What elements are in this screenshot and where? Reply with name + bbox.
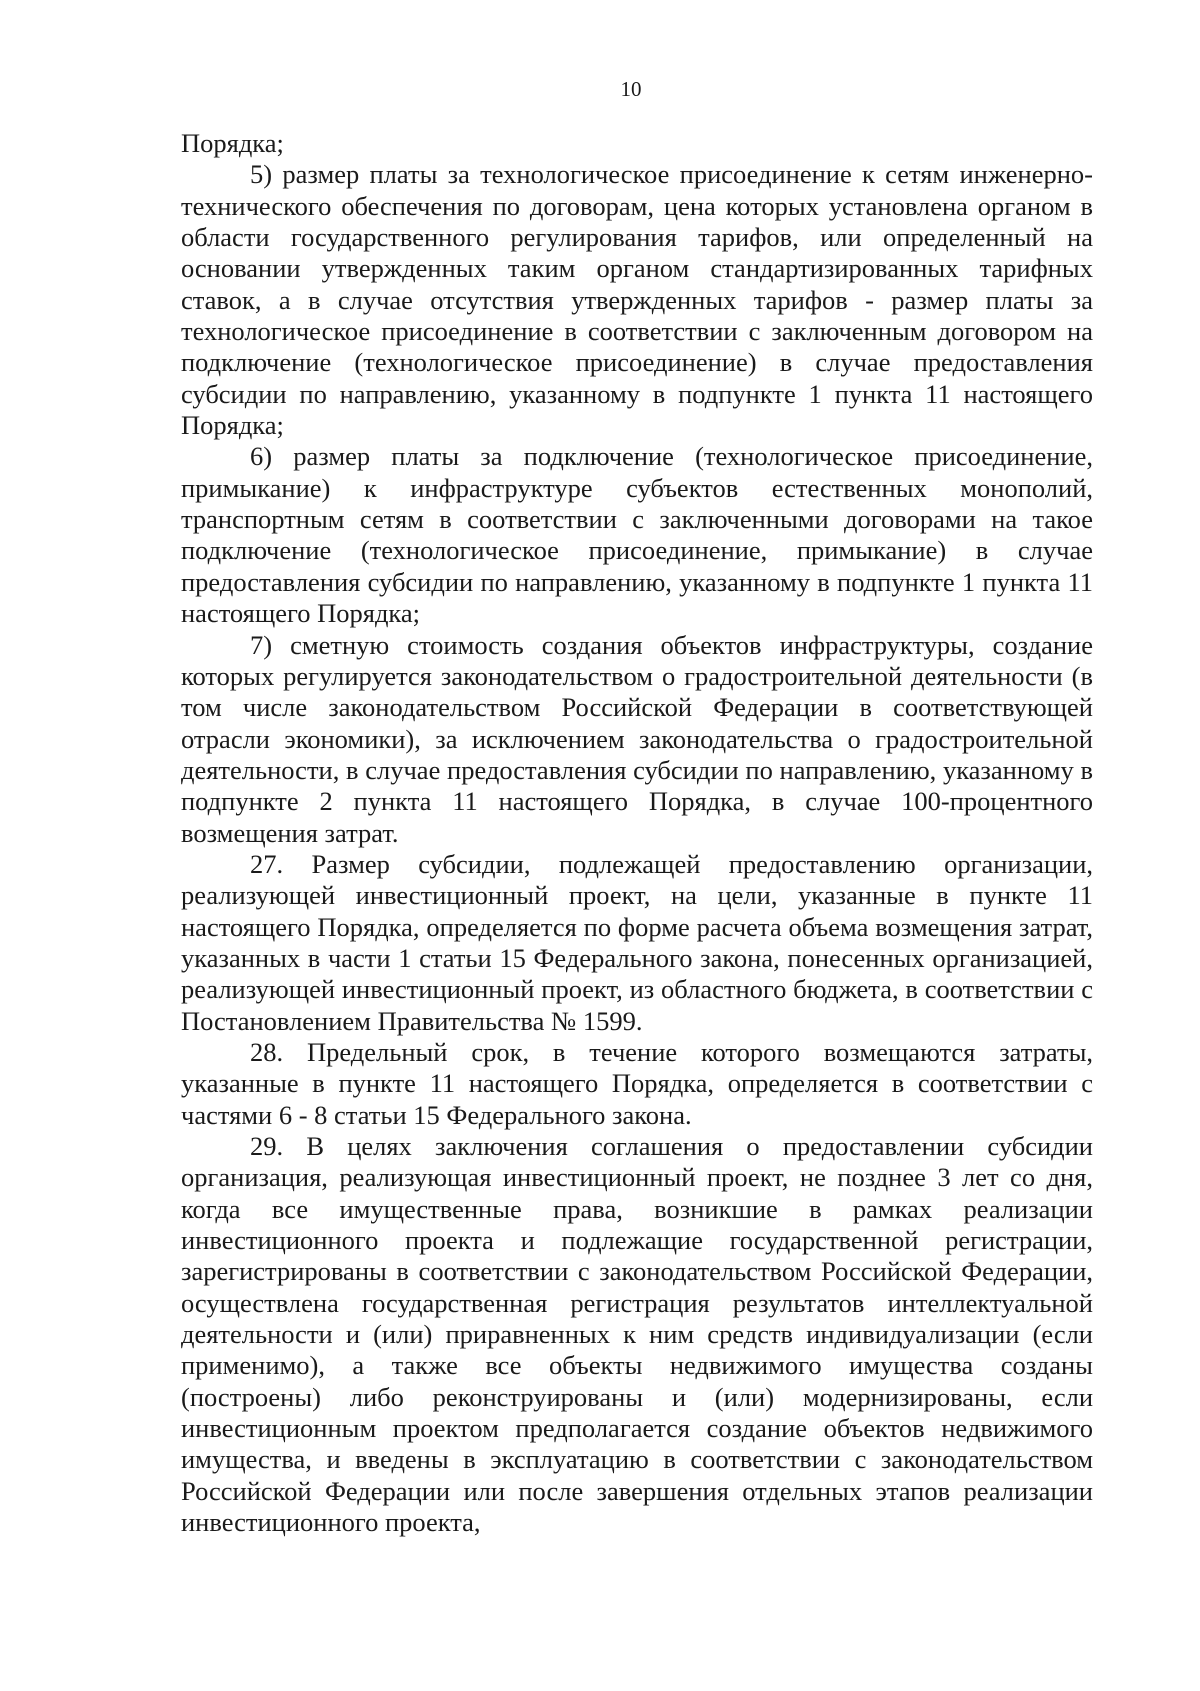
paragraph-continuation: Порядка; xyxy=(181,128,284,158)
page-number: 10 xyxy=(620,77,642,101)
paragraph-clause-28: 28. Предельный срок, в течение которого возмещаются затраты, указанные в пункте 11 настоящего Порядка, определяется в соответствии с частями 6 - 8 статьи 15 Федерального закона. xyxy=(181,1036,1093,1130)
paragraph-item-6: 6) размер платы за подключение (технологическое присоединение, примыкание) к инфраструктуре субъектов естественных монополий, транспортным сетям в соответствии с заключенными договорами на такое подключение (технологическое присоединение, примыкание) в случае предоставления субсидии по направлению, указанному в подпункте 1 пункта 11 настоящего Порядка; xyxy=(181,441,1093,629)
paragraph-clause-27: 27. Размер субсидии, подлежащей предоставлению организации, реализующей инвестиционный проект, на цели, указанные в пункте 11 настоящего Порядка, определяется по форме расчета объема возмещения затрат, указанных в части 1 статьи 15 Федерального закона, понесенных организацией, реализующей инвестиционный проект, из областного бюджета, в соответствии с Постановлением Правительства № 1599. xyxy=(181,848,1093,1036)
document-body xyxy=(181,128,1093,1538)
paragraph-item-5: 5) размер платы за технологическое присоединение к сетям инженерно-технического обеспечения по договорам, цена которых установлена органом в области государственного регулирования тарифов, или определенный на основании утвержденных таким органом стандартизированных тарифных ставок, а в случае отсутствия утвержденных тарифов - размер платы за технологическое присоединение в соответствии с заключенным договором на подключение (технологическое присоединение) в случае предоставления субсидии по направлению, указанному в подпункте 1 пункта 11 настоящего Порядка; xyxy=(181,159,1093,441)
paragraph-item-7: 7) сметную стоимость создания объектов инфраструктуры, создание которых регулируется законодательством о градостроительной деятельности (в том числе законодательством Российской Федерации в соответствующей отрасли экономики), за исключением законодательства о градостроительной деятельности, в случае предоставления субсидии по направлению, указанному в подпункте 2 пункта 11 настоящего Порядка, в случае 100-процентного возмещения затрат. xyxy=(181,629,1093,848)
paragraph-clause-29: 29. В целях заключения соглашения о предоставлении субсидии организация, реализующая инвестиционный проект, не позднее 3 лет со дня, когда все имущественные права, возникшие в рамках реализации инвестиционного проекта и подлежащие государственной регистрации, зарегистрированы в соответствии с законодательством Российской Федерации, осуществлена государственная регистрация результатов интеллектуальной деятельности и (или) приравненных к ним средств индивидуализации (если применимо), а также все объекты недвижимого имущества созданы (построены) либо реконструированы и (или) модернизированы, если инвестиционным проектом предполагается создание объектов недвижимого имущества, и введены в эксплуатацию в соответствии с законодательством Российской Федерации или после завершения отдельных этапов реализации инвестиционного проекта, xyxy=(181,1131,1093,1538)
